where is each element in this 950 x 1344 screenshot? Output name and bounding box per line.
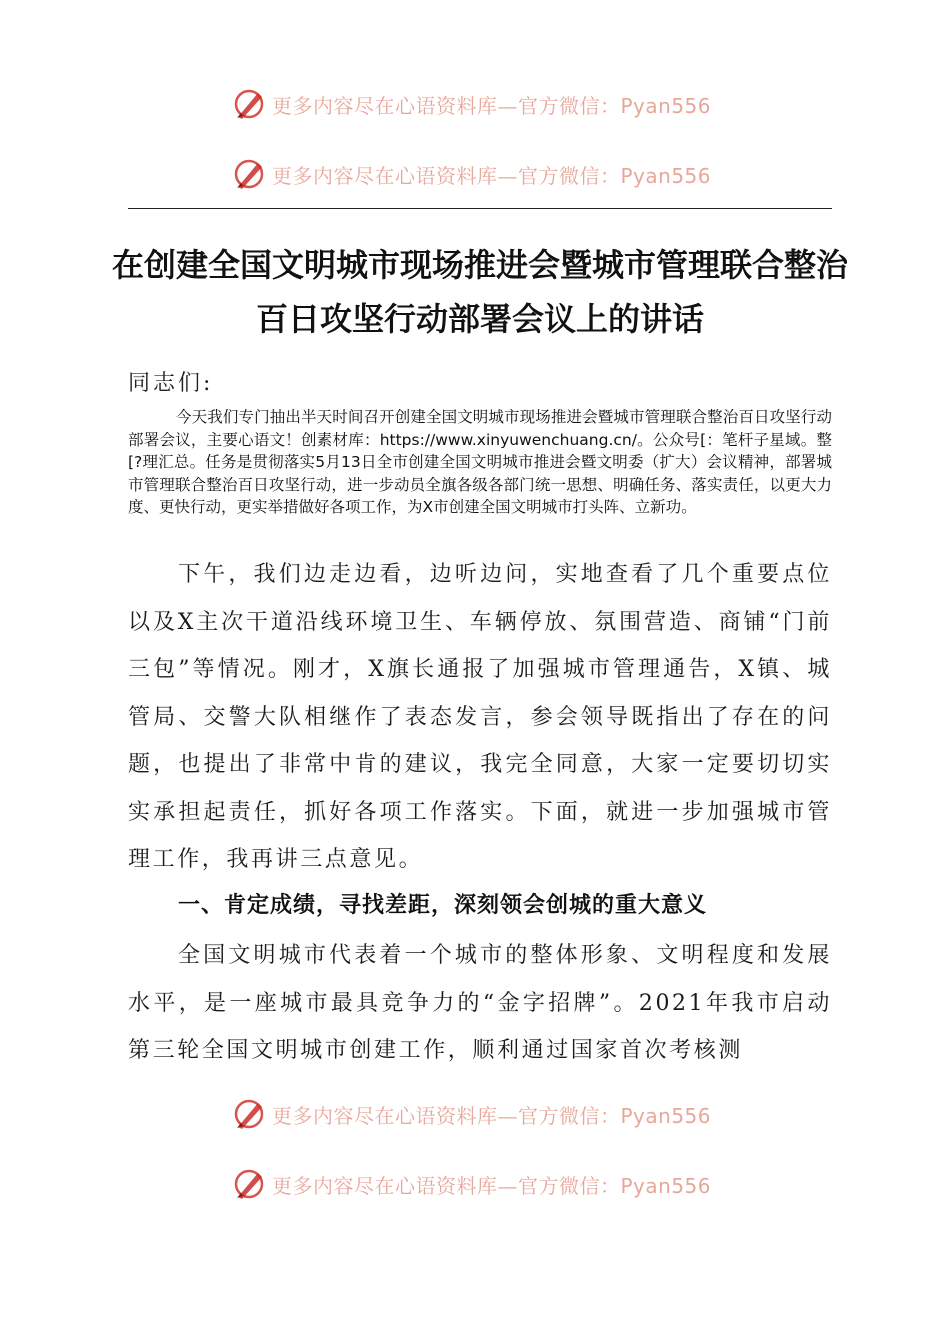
watermark-banner-bottom-2 — [232, 1164, 711, 1204]
watermark-text: 更多内容尽在心语资料库—官方微信： — [272, 163, 621, 188]
document-title: 在创建全国文明城市现场推进会暨城市管理联合整治百日攻坚行动部署会议上的讲话 — [111, 246, 848, 338]
watermark-wechat-id: Pyan556 — [620, 1173, 712, 1198]
watermark-banner-top-2 — [232, 154, 711, 194]
watermark-text: 更多内容尽在心语资料库—官方微信： — [272, 93, 621, 118]
pen-logo-icon — [232, 87, 266, 121]
intro-paragraph: 今天我们专门抽出半天时间召开创建全国文明城市现场推进会暨城市管理联合整治百日攻坚行动部署会议，主要心语文！创素材库：https://www.xinyuwenchuang.cn/。公众号[：笔杆子星域。整[?理汇总。任务是贯彻落实5月13日全市创建全国文明城市推进会暨文明委（扩大）会议精神，部署城市管理联合整治百日攻坚行动，进一步动员全旗各级各部门统一思想、明确任务、落实责任，以更大力度、更快行动，更实举措做好各项工作，为X市创建全国文明城市打头阵、立新功。 — [128, 408, 832, 516]
pen-logo-icon — [232, 1167, 266, 1201]
watermark-text: 更多内容尽在心语资料库—官方微信： — [272, 1103, 621, 1128]
watermark-wechat-id: Pyan556 — [620, 163, 712, 188]
pen-logo-icon — [232, 157, 266, 191]
watermark-wechat-id: Pyan556 — [620, 93, 712, 118]
watermark-wechat-id: Pyan556 — [620, 1103, 712, 1128]
watermark-banner-bottom-1 — [232, 1094, 711, 1134]
body-paragraph-2: 全国文明城市代表着一个城市的整体形象、文明程度和发展水平，是一座城市最具竞争力的“金字招牌”。2021年我市启动第三轮全国文明城市创建工作，顺利通过国家首次考核测 — [128, 943, 832, 1063]
pen-logo-icon — [232, 1097, 266, 1131]
watermark-banner-top-1 — [232, 84, 711, 124]
body-paragraph-1: 下午，我们边走边看，边听边问，实地查看了几个重要点位以及X主次干道沿线环境卫生、车辆停放、氛围营造、商铺“门前三包”等情况。刚才，X旗长通报了加强城市管理通告，X镇、城管局、交警大队相继作了表态发言，参会领导既指出了存在的问题，也提出了非常中肯的建议，我完全同意，大家一定要切切实实承担起责任，抓好各项工作落实。下面，就进一步加强城市管理工作，我再讲三点意见。 — [128, 562, 832, 872]
greeting: 同志们: — [128, 371, 214, 396]
header-divider — [128, 208, 832, 209]
section-heading-1: 一、肯定成绩，寻找差距，深刻领会创城的重大意义 — [178, 893, 708, 918]
watermark-text: 更多内容尽在心语资料库—官方微信： — [272, 1173, 621, 1198]
